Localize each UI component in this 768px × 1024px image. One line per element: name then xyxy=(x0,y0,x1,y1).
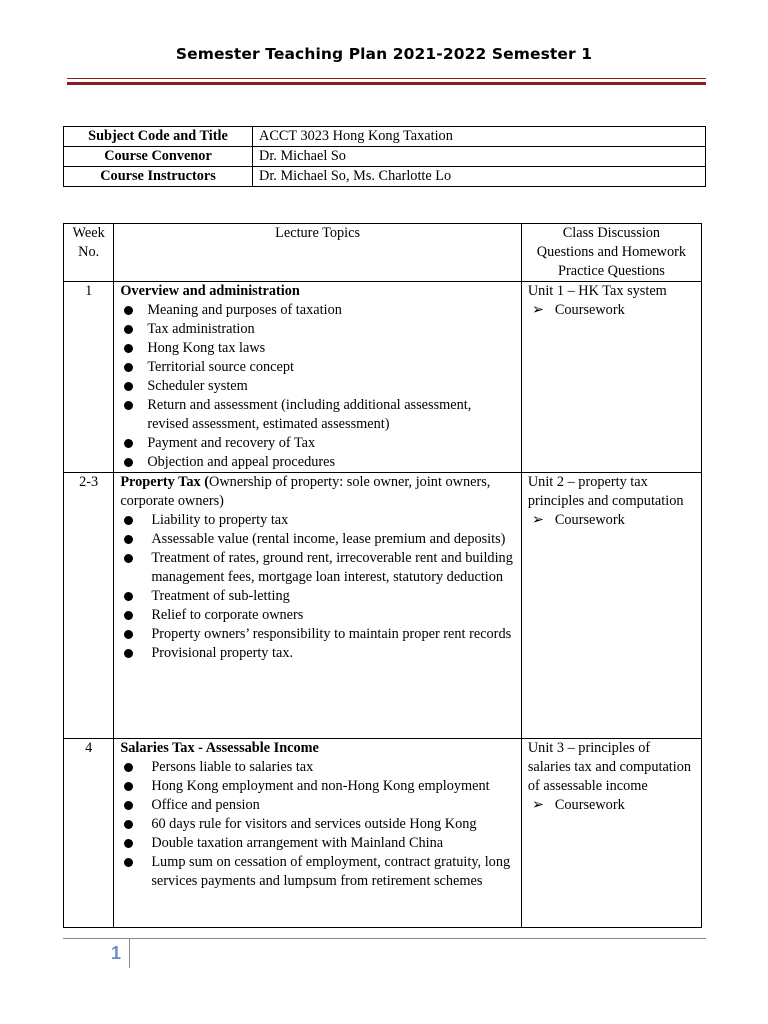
arrow-bullet-icon: ➢ xyxy=(531,302,544,318)
lecture-topics xyxy=(114,282,522,473)
list-item: Scheduler system xyxy=(120,377,515,396)
discussion-item: ➢ Coursework xyxy=(531,797,625,813)
lecture-topics xyxy=(114,473,522,739)
list-item: Treatment of rates, ground rent, irrecoverable rent and building management fees, mortgage loan interest, statutory deduction xyxy=(120,549,515,587)
header-week: Week No. xyxy=(64,224,114,282)
list-item: Assessable value (rental income, lease premium and deposits) xyxy=(120,530,515,549)
list-item: Property owners’ responsibility to maintain proper rent records xyxy=(120,625,515,644)
arrow-bullet-icon: ➢ xyxy=(531,797,544,813)
title-rule-thin xyxy=(67,78,706,79)
list-item: Hong Kong employment and non-Hong Kong employment xyxy=(120,777,515,796)
info-row xyxy=(64,167,706,187)
info-row xyxy=(64,147,706,167)
info-value: ACCT 3023 Hong Kong Taxation xyxy=(253,127,706,147)
discussion-item: ➢ Coursework xyxy=(531,512,625,528)
info-value: Dr. Michael So xyxy=(253,147,706,167)
list-item: Lump sum on cessation of employment, contract gratuity, long services payments and lumpsum from retirement schemes xyxy=(120,853,515,891)
discussion-text: Unit 1 – HK Tax system xyxy=(527,283,667,299)
footer-divider xyxy=(129,938,130,968)
topic-bullets xyxy=(120,301,515,472)
title-rule-thick xyxy=(67,82,706,85)
list-item: Liability to property tax xyxy=(120,511,515,530)
list-item: 60 days rule for visitors and services outside Hong Kong xyxy=(120,815,515,834)
lecture-topics xyxy=(114,739,522,928)
plan-header-row xyxy=(64,224,702,282)
course-info-table xyxy=(63,126,706,187)
page-title: Semester Teaching Plan 2021-2022 Semester 1 xyxy=(175,45,593,63)
list-item: Double taxation arrangement with Mainland China xyxy=(120,834,515,853)
info-label: Subject Code and Title xyxy=(64,127,253,147)
info-label: Course Convenor xyxy=(64,147,253,167)
list-item: Return and assessment (including additional assessment, revised assessment, estimated assessment) xyxy=(120,396,515,434)
topic-title: Salaries Tax - Assessable Income xyxy=(120,740,319,756)
plan-row xyxy=(64,282,702,473)
plan-row xyxy=(64,473,702,739)
discussion-text: Unit 3 – principles of salaries tax and computation of assessable income xyxy=(527,740,692,794)
arrow-bullet-icon: ➢ xyxy=(531,512,544,528)
header-discussion: Class Discussion Questions and Homework Practice Questions xyxy=(521,224,701,282)
topic-title: Property Tax (Ownership of property: sole owner, joint owners, corporate owners) xyxy=(120,474,491,509)
week-number: 2-3 xyxy=(64,473,114,739)
discussion-cell xyxy=(521,282,701,473)
list-item: Tax administration xyxy=(120,320,515,339)
discussion-cell xyxy=(521,473,701,739)
topic-bullets xyxy=(120,758,515,891)
list-item: Relief to corporate owners xyxy=(120,606,515,625)
list-item: Persons liable to salaries tax xyxy=(120,758,515,777)
list-item: Treatment of sub-letting xyxy=(120,587,515,606)
week-number: 1 xyxy=(64,282,114,473)
week-number: 4 xyxy=(64,739,114,928)
list-item: Objection and appeal procedures xyxy=(120,453,515,472)
plan-row xyxy=(64,739,702,928)
list-item: Territorial source concept xyxy=(120,358,515,377)
page-number: 1 xyxy=(111,943,122,963)
list-item: Provisional property tax. xyxy=(120,644,515,663)
list-item: Meaning and purposes of taxation xyxy=(120,301,515,320)
list-item: Office and pension xyxy=(120,796,515,815)
discussion-item: ➢ Coursework xyxy=(531,302,625,318)
list-item: Hong Kong tax laws xyxy=(120,339,515,358)
info-value: Dr. Michael So, Ms. Charlotte Lo xyxy=(253,167,706,187)
info-row xyxy=(64,127,706,147)
discussion-cell xyxy=(521,739,701,928)
list-item: Payment and recovery of Tax xyxy=(120,434,515,453)
teaching-plan-table xyxy=(63,223,702,928)
footer-rule xyxy=(63,938,706,939)
topic-bullets xyxy=(120,511,515,663)
discussion-text: Unit 2 – property tax principles and computation xyxy=(527,474,684,509)
info-label: Course Instructors xyxy=(64,167,253,187)
header-topics: Lecture Topics xyxy=(114,224,522,282)
topic-title: Overview and administration xyxy=(120,283,300,299)
